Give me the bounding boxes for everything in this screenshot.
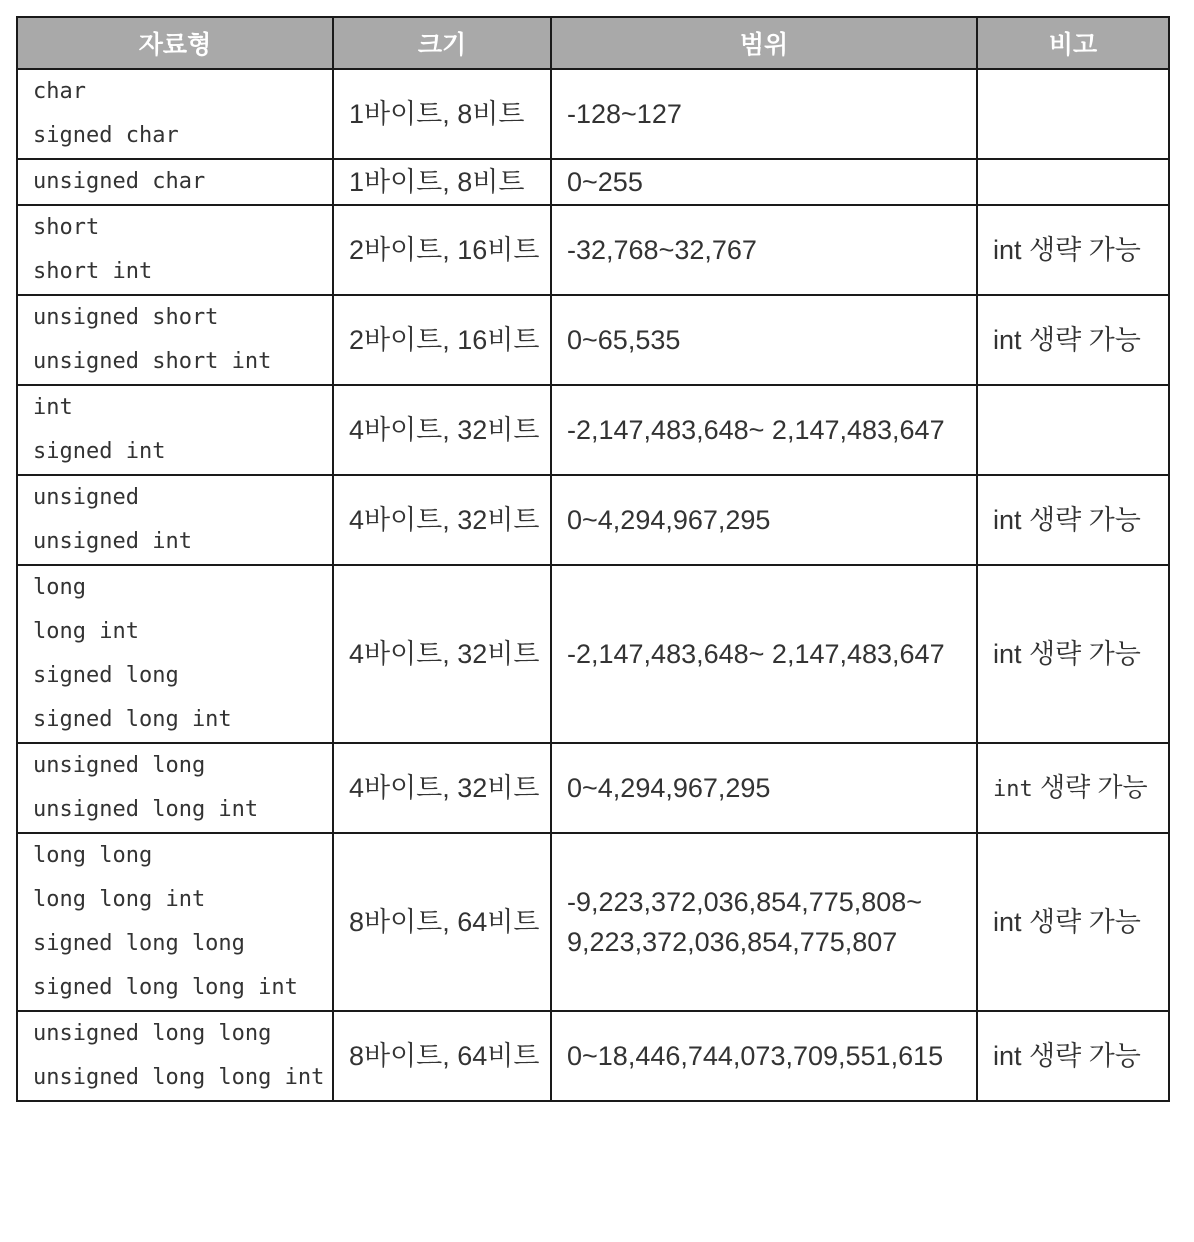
range-cell (551, 205, 977, 295)
header-size: 크기 (333, 17, 551, 69)
range-value: -2,147,483,648~ 2,147,483,647 (567, 639, 945, 669)
range-cell (551, 69, 977, 159)
range-value: -128~127 (567, 99, 682, 129)
range-cell (551, 159, 977, 205)
size-cell: 4바이트, 32비트 (333, 385, 551, 475)
type-name: short (33, 215, 100, 240)
note-cell: int 생략 가능 (977, 475, 1169, 565)
note-cell (977, 159, 1169, 205)
type-name: signed long (33, 663, 179, 688)
data-types-table (16, 16, 1170, 1102)
table-row (17, 833, 1169, 1011)
type-cell (17, 385, 333, 475)
type-name: unsigned long long int (33, 1065, 325, 1090)
table-header (17, 17, 1169, 69)
range-value: 0~4,294,967,295 (567, 505, 771, 535)
type-name: signed long long (33, 931, 245, 956)
type-name: unsigned long (33, 753, 206, 778)
type-name: signed long int (33, 707, 232, 732)
size-cell: 2바이트, 16비트 (333, 205, 551, 295)
size-cell: 4바이트, 32비트 (333, 565, 551, 743)
type-name: long int (33, 619, 139, 644)
type-name: unsigned long long (33, 1021, 272, 1046)
note-cell: int 생략 가능 (977, 1011, 1169, 1101)
size-cell: 4바이트, 32비트 (333, 743, 551, 833)
header-type: 자료형 (17, 17, 333, 69)
range-value: -32,768~32,767 (567, 235, 757, 265)
table-row (17, 385, 1169, 475)
type-cell (17, 833, 333, 1011)
type-name: unsigned short int (33, 349, 272, 374)
type-name: short int (33, 259, 153, 284)
size-cell: 4바이트, 32비트 (333, 475, 551, 565)
type-cell (17, 295, 333, 385)
table-row (17, 205, 1169, 295)
type-name: long long (33, 843, 153, 868)
type-cell (17, 205, 333, 295)
type-name: unsigned (33, 485, 139, 510)
note-cell: int 생략 가능 (977, 295, 1169, 385)
note-cell (977, 69, 1169, 159)
type-name: char (33, 79, 86, 104)
type-name: long (33, 575, 86, 600)
note-cell (977, 743, 1169, 833)
type-name: signed char (33, 123, 179, 148)
size-cell: 1바이트, 8비트 (333, 69, 551, 159)
range-value: 0~65,535 (567, 325, 681, 355)
range-cell (551, 1011, 977, 1101)
type-cell (17, 565, 333, 743)
type-name: long long int (33, 887, 206, 912)
type-name: unsigned int (33, 529, 192, 554)
range-cell (551, 743, 977, 833)
range-value: 0~255 (567, 167, 643, 197)
size-cell: 8바이트, 64비트 (333, 1011, 551, 1101)
table-row (17, 159, 1169, 205)
header-note: 비고 (977, 17, 1169, 69)
range-value: -9,223,372,036,854,775,808~ (567, 887, 923, 917)
type-name: unsigned short (33, 305, 219, 330)
range-value: 0~4,294,967,295 (567, 773, 771, 803)
type-cell (17, 743, 333, 833)
table-row (17, 743, 1169, 833)
range-cell (551, 833, 977, 1011)
type-cell (17, 159, 333, 205)
table-row (17, 69, 1169, 159)
note-cell (977, 385, 1169, 475)
size-cell: 2바이트, 16비트 (333, 295, 551, 385)
type-name: signed long long int (33, 975, 298, 1000)
header-range: 범위 (551, 17, 977, 69)
note-code: int (993, 776, 1033, 802)
range-value: -2,147,483,648~ 2,147,483,647 (567, 415, 945, 445)
type-name: unsigned char (33, 169, 206, 194)
range-cell (551, 295, 977, 385)
type-name: int (33, 395, 73, 420)
range-cell (551, 565, 977, 743)
table-row (17, 475, 1169, 565)
header-row (17, 17, 1169, 69)
type-name: unsigned long int (33, 797, 259, 822)
table-row (17, 1011, 1169, 1101)
type-name: signed int (33, 439, 166, 464)
range-value: 0~18,446,744,073,709,551,615 (567, 1041, 944, 1071)
range-cell (551, 475, 977, 565)
note-cell: int 생략 가능 (977, 833, 1169, 1011)
range-value: 9,223,372,036,854,775,807 (567, 927, 898, 957)
range-cell (551, 385, 977, 475)
size-cell: 1바이트, 8비트 (333, 159, 551, 205)
type-cell (17, 69, 333, 159)
type-cell (17, 1011, 333, 1101)
type-cell (17, 475, 333, 565)
note-cell: int 생략 가능 (977, 205, 1169, 295)
table-body (17, 69, 1169, 1101)
table-row (17, 295, 1169, 385)
note-text: 생략 가능 (1032, 771, 1148, 802)
note-cell: int 생략 가능 (977, 565, 1169, 743)
table-row (17, 565, 1169, 743)
size-cell: 8바이트, 64비트 (333, 833, 551, 1011)
